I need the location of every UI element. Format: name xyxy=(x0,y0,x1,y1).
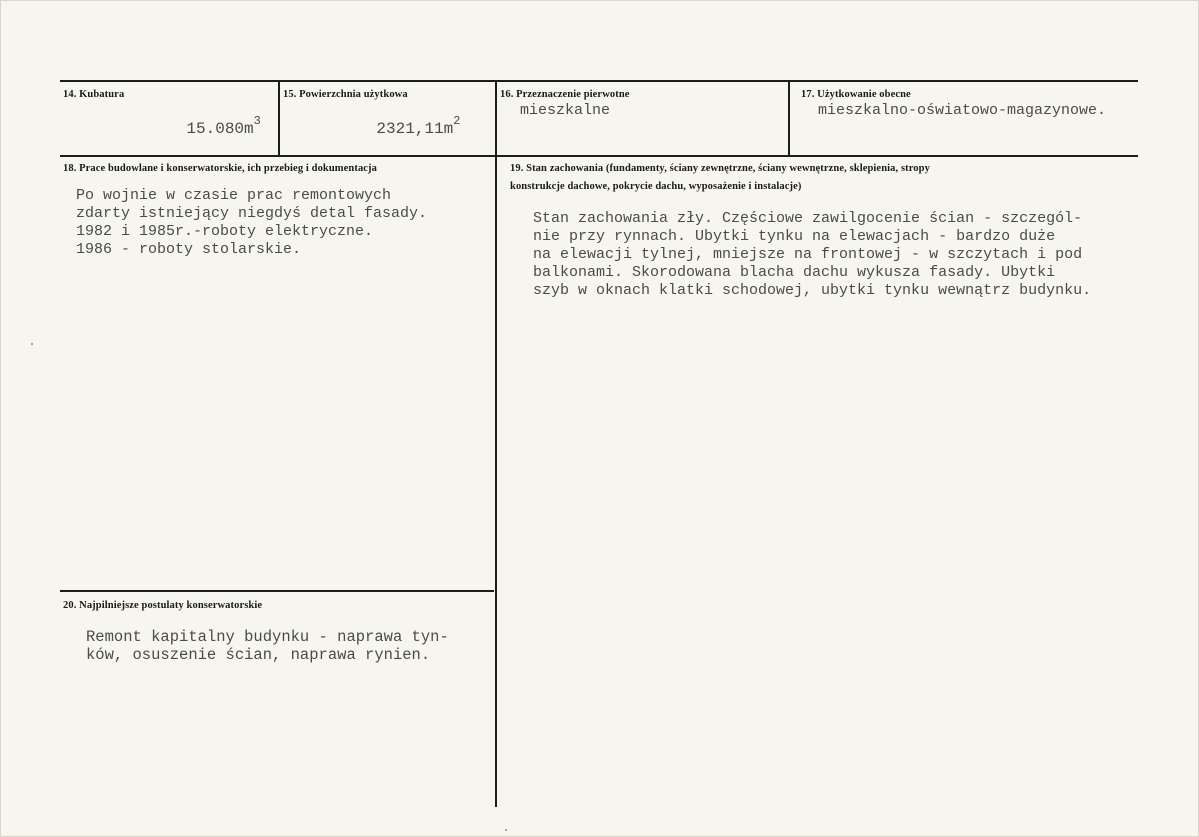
stan-label-line-2: konstrukcje dachowe, pokrycie dachu, wyposażenie i instalacje) xyxy=(510,181,802,192)
kubatura-label: 14. Kubatura xyxy=(63,89,125,100)
divider-14-15 xyxy=(278,80,280,155)
powierzchnia-number: 2321,11m xyxy=(376,120,454,138)
przeznaczenie-value: mieszkalne xyxy=(520,102,611,119)
postulaty-line-1: Remont kapitalny budynku - naprawa tyn- xyxy=(86,628,449,646)
divider-15-16 xyxy=(495,80,497,807)
przeznaczenie-label: 16. Przeznaczenie pierwotne xyxy=(500,89,630,100)
postulaty-rule xyxy=(60,590,494,592)
divider-16-17 xyxy=(788,80,790,155)
stan-line-2: nie przy rynnach. Ubytki tynku na elewacjach - bardzo duże xyxy=(533,228,1056,245)
prace-label: 18. Prace budowlane i konserwatorskie, ich przebieg i dokumentacja xyxy=(63,163,378,174)
stan-line-1: Stan zachowania zły. Częściowe zawilgocenie ścian - szczegól- xyxy=(533,210,1083,227)
postulaty-line-2: ków, osuszenie ścian, naprawa rynien. xyxy=(86,646,431,664)
kubatura-unit-exponent: 3 xyxy=(253,114,261,128)
prace-line-3: 1982 i 1985r.-roboty elektryczne. xyxy=(76,223,374,240)
stan-line-4: balkonami. Skorodowana blacha dachu wykusza fasady. Ubytki xyxy=(533,264,1056,281)
stan-line-5: szyb w oknach klatki schodowej, ubytki tynku wewnątrz budynku. xyxy=(533,282,1092,299)
postulaty-label: 20. Najpilniejsze postulaty konserwatorskie xyxy=(63,600,263,611)
prace-line-1: Po wojnie w czasie prac remontowych xyxy=(76,187,392,204)
uzytkowanie-label: 17. Użytkowanie obecne xyxy=(801,89,911,100)
powierzchnia-unit-exponent: 2 xyxy=(453,114,461,128)
stan-label-line-1: 19. Stan zachowania (fundamenty, ściany zewnętrzne, ściany wewnętrzne, sklepienia, stropy xyxy=(510,163,930,174)
stan-line-3: na elewacji tylnej, mniejsze na frontowej - w szczytach i pod xyxy=(533,246,1083,263)
powierzchnia-label: 15. Powierzchnia użytkowa xyxy=(283,89,408,100)
top-row-rule xyxy=(60,80,1138,82)
prace-line-4: 1986 - roboty stolarskie. xyxy=(76,241,302,258)
paper-speck xyxy=(505,829,507,831)
powierzchnia-value xyxy=(338,102,460,157)
kubatura-number: 15.080m xyxy=(186,120,254,138)
uzytkowanie-value: mieszkalno-oświatowo-magazynowe. xyxy=(818,102,1107,119)
paper-speck xyxy=(31,343,33,345)
prace-line-2: zdarty istniejący niegdyś detal fasady. xyxy=(76,205,428,222)
kubatura-value xyxy=(148,102,261,157)
